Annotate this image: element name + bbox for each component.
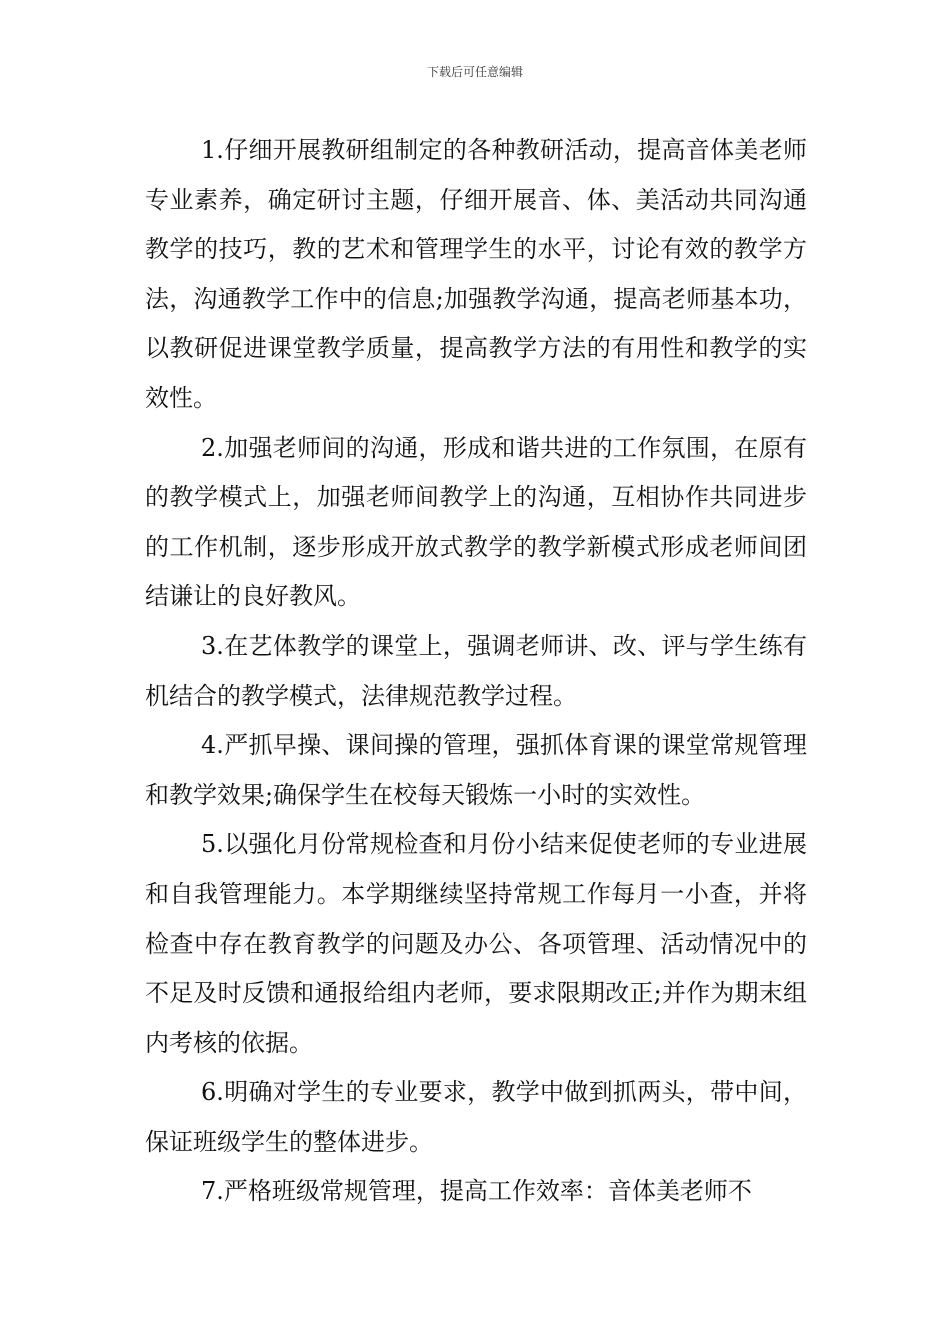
paragraph-7: 7.严格班级常规管理，提高工作效率：音体美老师不 [201,1177,752,1206]
page-header: 下载后可任意编辑 [426,65,523,79]
paragraph-3: 3.在艺体教学的课堂上，强调老师讲、改、评与学生练有机结合的教学模式，法律规范教学过程。 [145,631,807,710]
paragraph-2: 2.加强老师间的沟通，形成和谐共进的工作氛围，在原有的教学模式上，加强老师间教学上的沟通，互相协作共同进步的工作机制，逐步形成开放式教学的教学新模式形成老师间团结谦让的良好教风。 [145,433,807,611]
document-body [145,126,807,1217]
paragraph-6: 6.明确对学生的专业要求，教学中做到抓两头，带中间，保证班级学生的整体进步。 [145,1078,807,1156]
paragraph-4: 4.严抓早操、课间操的管理，强抓体育课的课堂常规管理和教学效果;确保学生在校每天锻炼一小时的实效性。 [145,731,807,809]
paragraph-1: 1.仔细开展教研组制定的各种教研活动，提高音体美老师专业素养，确定研讨主题，仔细开展音、体、美活动共同沟通教学的技巧，教的艺术和管理学生的水平，讨论有效的教学方法，沟通教学工作中的信息;加强教学沟通，提高老师基本功，以教研促进课堂教学质量，提高教学方法的有用性和教学的实效性。 [145,136,807,412]
paragraph-5: 5.以强化月份常规检查和月份小结来促使老师的专业进展和自我管理能力。本学期继续坚持常规工作每月一小查，并将检查中存在教育教学的问题及办公、各项管理、活动情况中的不足及时反馈和通报给组内老师，要求限期改正;并作为期末组内考核的依据。 [145,830,807,1057]
